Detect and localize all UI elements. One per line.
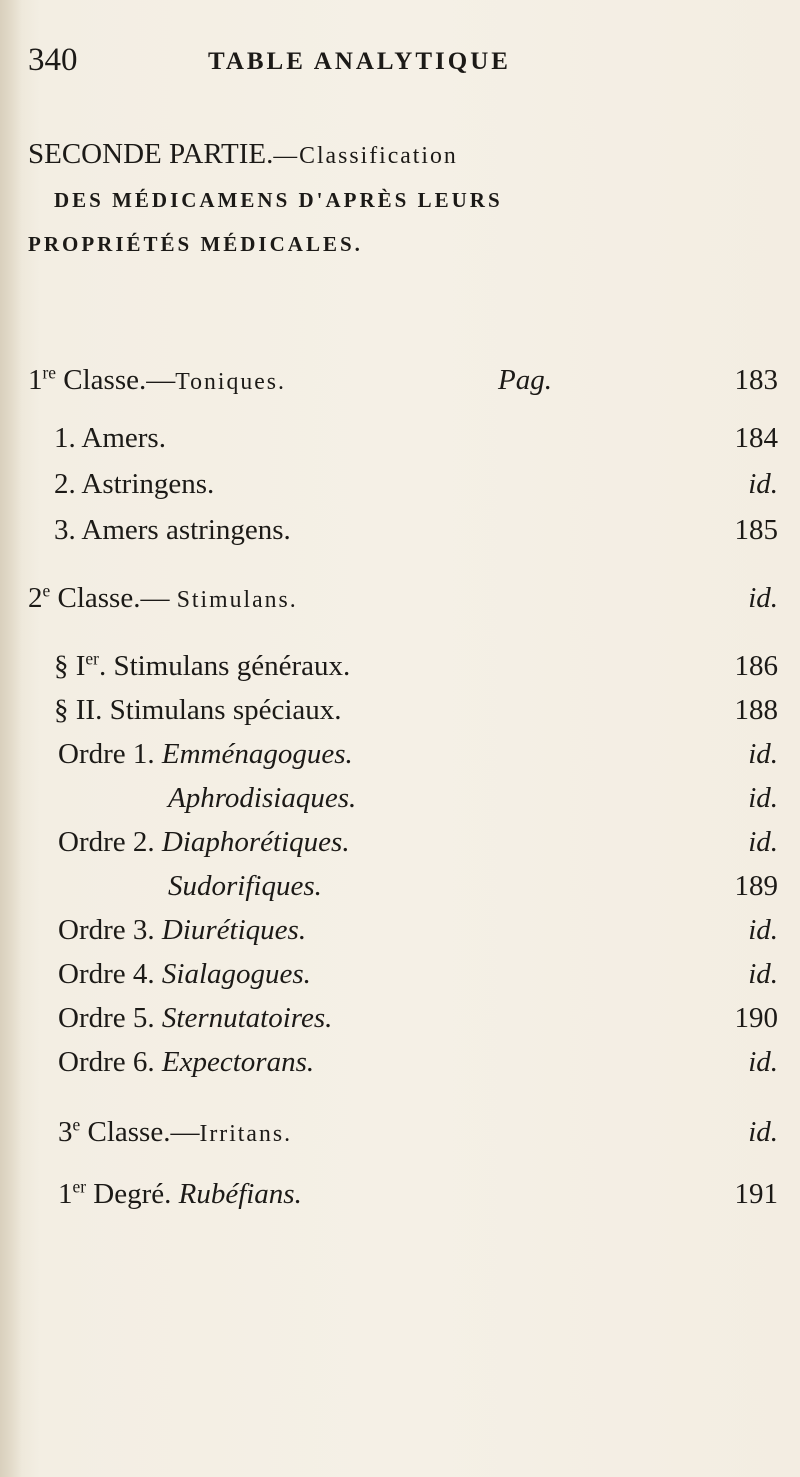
toc-entry-label: 1. Amers. (54, 422, 166, 454)
page-gutter-shadow (0, 0, 22, 1477)
toc-entry-label: Ordre 4. Sialagogues. (58, 958, 311, 990)
toc-entry-label: Ordre 2. Diaphorétiques. (58, 826, 350, 858)
toc-entry-ordre-sub (28, 778, 778, 818)
toc-page-ref: id. (748, 738, 778, 770)
toc-entry (28, 418, 778, 458)
toc-page-ref: 188 (734, 694, 778, 726)
part-title-rest: —Classification (273, 143, 458, 169)
toc-entry-label: 1re Classe.—Toniques. (28, 362, 286, 396)
toc-entry-label: Ordre 6. Expectorans. (58, 1046, 315, 1078)
pag-label: Pag. (498, 364, 552, 396)
toc-entry-label: Ordre 5. Sternutatoires. (58, 1002, 333, 1034)
part-title-main: SECONDE PARTIE. (28, 138, 274, 170)
toc-entry-label: 3. Amers astringens. (54, 514, 291, 546)
page-header (28, 42, 768, 82)
toc-entry (28, 690, 778, 730)
toc-entry-ordre-sub (28, 866, 778, 906)
toc-entry-ordre (28, 998, 778, 1038)
toc-page-ref: id. (748, 582, 778, 614)
part-heading-line2: DES MÉDICAMENS D'APRÈS LEURS (54, 188, 503, 212)
toc-page-ref: 183 (734, 364, 778, 396)
toc-page-ref: 189 (734, 870, 778, 902)
toc-entry-ordre (28, 822, 778, 862)
toc-entry-label: 2. Astringens. (54, 468, 215, 500)
toc-page-ref: id. (748, 826, 778, 858)
toc-page-ref: id. (748, 914, 778, 946)
toc-page-ref: 184 (734, 422, 778, 454)
toc-entry-ordre (28, 954, 778, 994)
toc-entry-label: Ordre 3. Diurétiques. (58, 914, 307, 946)
toc-entry-label: 1er Degré. Rubéfians. (58, 1176, 302, 1210)
toc-page-ref: id. (748, 958, 778, 990)
toc-page-ref: 191 (734, 1178, 778, 1210)
toc-entry-label: Ordre 1. Emménagogues. (58, 738, 353, 770)
toc-page-ref: 185 (734, 514, 778, 546)
toc-entry-classe-1 (28, 360, 778, 400)
running-title: TABLE ANALYTIQUE (208, 48, 511, 75)
toc-entry-ordre (28, 734, 778, 774)
toc-page-ref: id. (748, 1046, 778, 1078)
toc-entry-classe-2 (28, 578, 778, 618)
toc-page-ref: id. (748, 1116, 778, 1148)
toc-page-ref: id. (748, 782, 778, 814)
part-heading-line3: PROPRIÉTÉS MÉDICALES. (28, 232, 363, 256)
toc-entry (28, 646, 778, 686)
toc-entry-ordre (28, 910, 778, 950)
toc-entry-ordre (28, 1042, 778, 1082)
toc-page-ref: 190 (734, 1002, 778, 1034)
toc-entry-classe-3 (28, 1112, 778, 1152)
toc-entry-label: § II. Stimulans spéciaux. (54, 694, 342, 726)
toc-entry (28, 510, 778, 550)
toc-entry-degre (28, 1174, 778, 1214)
toc-entry-label: § Ier. Stimulans généraux. (54, 648, 351, 682)
toc-entry-label: 3e Classe.—Irritans. (58, 1114, 293, 1148)
toc-entry-label: Sudorifiques. (168, 870, 322, 902)
toc-page-ref: id. (748, 468, 778, 500)
part-heading-line1 (28, 132, 773, 178)
part-heading (28, 132, 773, 266)
page-number: 340 (28, 42, 78, 78)
toc-page-ref: 186 (734, 650, 778, 682)
toc-entry (28, 464, 778, 504)
toc-entry-label: Aphrodisiaques. (168, 782, 357, 814)
toc-entry-label: 2e Classe.— Stimulans. (28, 580, 298, 614)
